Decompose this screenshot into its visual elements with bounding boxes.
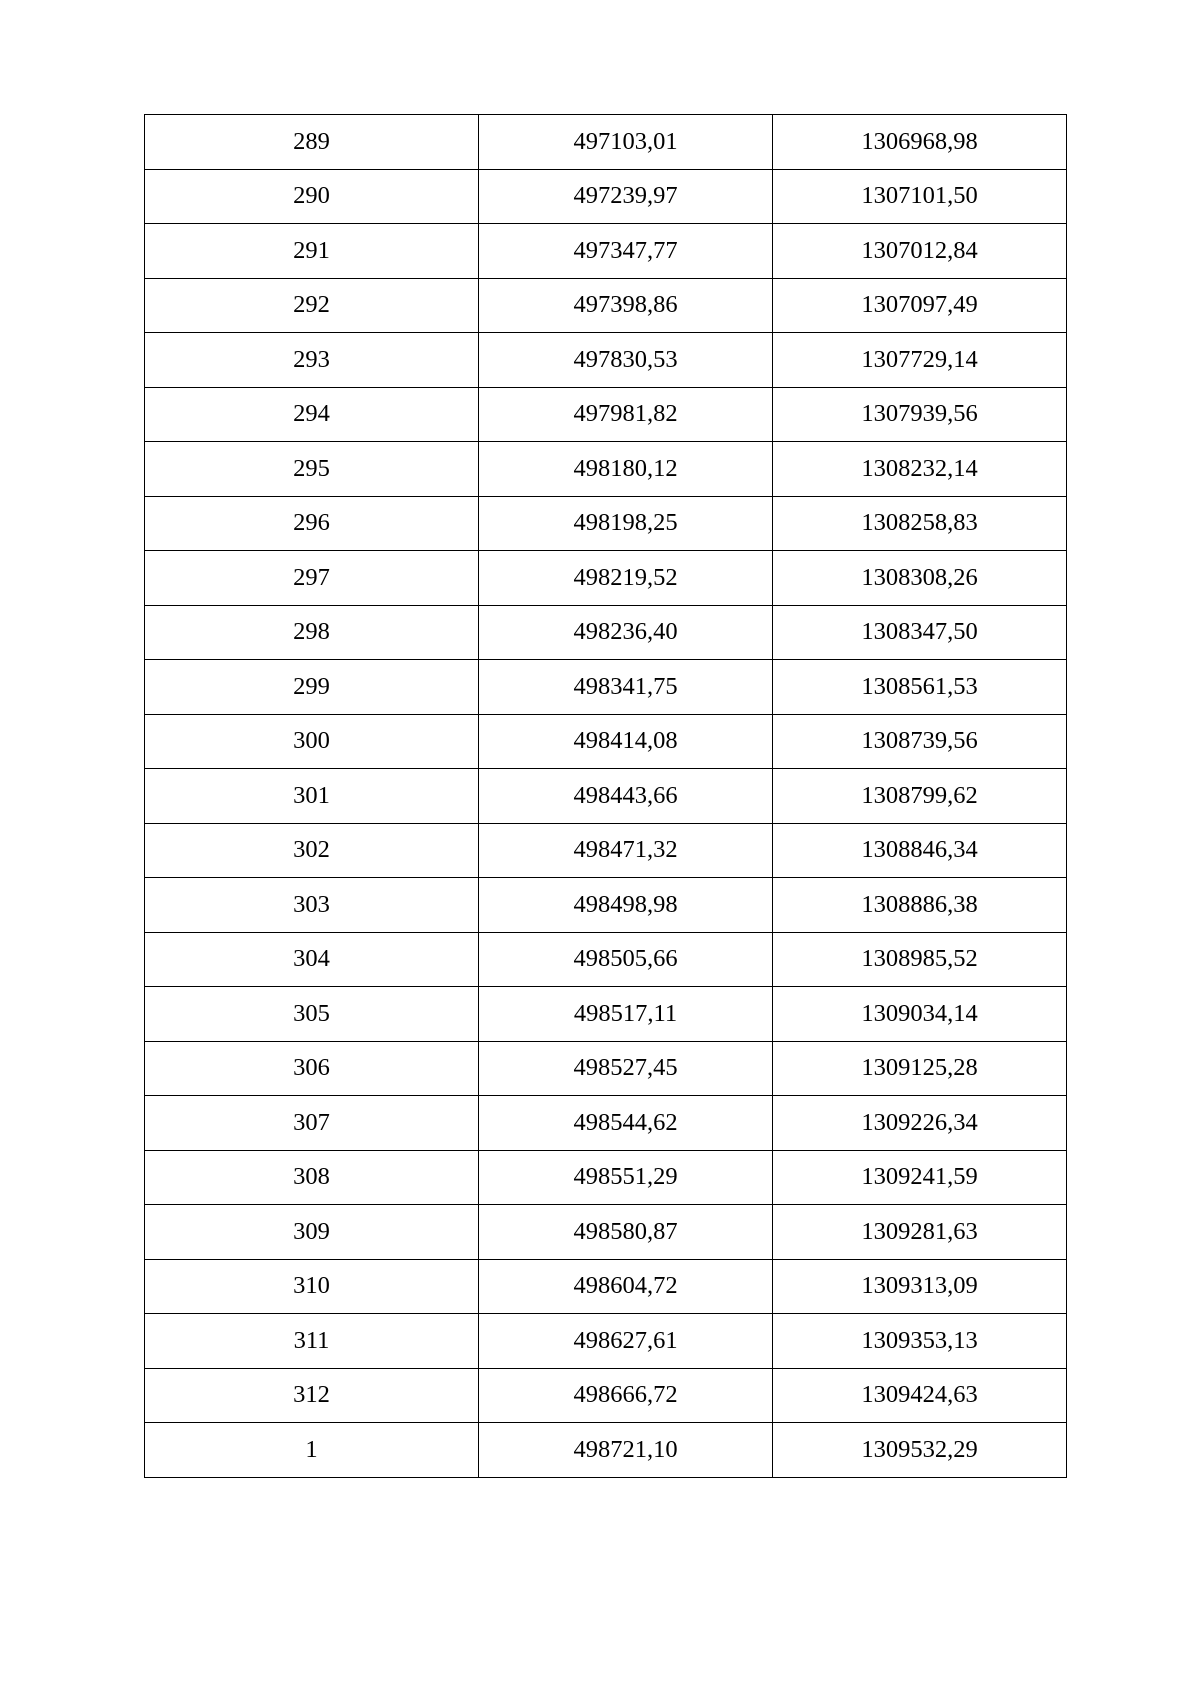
x-coordinate-cell: 498517,11 — [479, 987, 773, 1042]
point-number-cell: 312 — [145, 1368, 479, 1423]
x-coordinate-cell: 497347,77 — [479, 224, 773, 279]
point-number-cell: 309 — [145, 1205, 479, 1260]
point-number-cell: 294 — [145, 387, 479, 442]
y-coordinate-cell: 1309034,14 — [773, 987, 1067, 1042]
point-number-cell: 291 — [145, 224, 479, 279]
x-coordinate-cell: 498580,87 — [479, 1205, 773, 1260]
table-row — [145, 714, 1067, 769]
table-row — [145, 605, 1067, 660]
point-number-cell: 296 — [145, 496, 479, 551]
table-row — [145, 115, 1067, 170]
x-coordinate-cell: 498471,32 — [479, 823, 773, 878]
x-coordinate-cell: 498180,12 — [479, 442, 773, 497]
table-row — [145, 769, 1067, 824]
y-coordinate-cell: 1307101,50 — [773, 169, 1067, 224]
table-row — [145, 932, 1067, 987]
y-coordinate-cell: 1309226,34 — [773, 1096, 1067, 1151]
x-coordinate-cell: 497103,01 — [479, 115, 773, 170]
point-number-cell: 293 — [145, 333, 479, 388]
x-coordinate-cell: 498498,98 — [479, 878, 773, 933]
y-coordinate-cell: 1307012,84 — [773, 224, 1067, 279]
y-coordinate-cell: 1309241,59 — [773, 1150, 1067, 1205]
table-row — [145, 278, 1067, 333]
table-row — [145, 878, 1067, 933]
point-number-cell: 298 — [145, 605, 479, 660]
point-number-cell: 308 — [145, 1150, 479, 1205]
point-number-cell: 290 — [145, 169, 479, 224]
table-row — [145, 224, 1067, 279]
point-number-cell: 311 — [145, 1314, 479, 1369]
y-coordinate-cell: 1309532,29 — [773, 1423, 1067, 1478]
point-number-cell: 297 — [145, 551, 479, 606]
x-coordinate-cell: 498627,61 — [479, 1314, 773, 1369]
y-coordinate-cell: 1309125,28 — [773, 1041, 1067, 1096]
x-coordinate-cell: 498527,45 — [479, 1041, 773, 1096]
x-coordinate-cell: 498551,29 — [479, 1150, 773, 1205]
table-row — [145, 1423, 1067, 1478]
point-number-cell: 306 — [145, 1041, 479, 1096]
table-row — [145, 987, 1067, 1042]
table-row — [145, 823, 1067, 878]
point-number-cell: 1 — [145, 1423, 479, 1478]
table-row — [145, 660, 1067, 715]
table-row — [145, 333, 1067, 388]
table-row — [145, 1150, 1067, 1205]
point-number-cell: 305 — [145, 987, 479, 1042]
table-row — [145, 1041, 1067, 1096]
y-coordinate-cell: 1309353,13 — [773, 1314, 1067, 1369]
x-coordinate-cell: 498236,40 — [479, 605, 773, 660]
y-coordinate-cell: 1308985,52 — [773, 932, 1067, 987]
point-number-cell: 307 — [145, 1096, 479, 1151]
y-coordinate-cell: 1308258,83 — [773, 496, 1067, 551]
table-row — [145, 169, 1067, 224]
point-number-cell: 310 — [145, 1259, 479, 1314]
table-row — [145, 442, 1067, 497]
x-coordinate-cell: 498721,10 — [479, 1423, 773, 1478]
table-row — [145, 1368, 1067, 1423]
x-coordinate-cell: 498666,72 — [479, 1368, 773, 1423]
x-coordinate-cell: 498443,66 — [479, 769, 773, 824]
y-coordinate-cell: 1308347,50 — [773, 605, 1067, 660]
coordinates-table — [144, 114, 1067, 1478]
table-row — [145, 1205, 1067, 1260]
x-coordinate-cell: 498505,66 — [479, 932, 773, 987]
y-coordinate-cell: 1309424,63 — [773, 1368, 1067, 1423]
point-number-cell: 295 — [145, 442, 479, 497]
y-coordinate-cell: 1308886,38 — [773, 878, 1067, 933]
x-coordinate-cell: 497981,82 — [479, 387, 773, 442]
point-number-cell: 299 — [145, 660, 479, 715]
table-row — [145, 1314, 1067, 1369]
table-row — [145, 1096, 1067, 1151]
x-coordinate-cell: 498604,72 — [479, 1259, 773, 1314]
x-coordinate-cell: 497830,53 — [479, 333, 773, 388]
x-coordinate-cell: 498198,25 — [479, 496, 773, 551]
point-number-cell: 292 — [145, 278, 479, 333]
y-coordinate-cell: 1308308,26 — [773, 551, 1067, 606]
table-row — [145, 496, 1067, 551]
y-coordinate-cell: 1308561,53 — [773, 660, 1067, 715]
y-coordinate-cell: 1308739,56 — [773, 714, 1067, 769]
y-coordinate-cell: 1308232,14 — [773, 442, 1067, 497]
point-number-cell: 300 — [145, 714, 479, 769]
point-number-cell: 289 — [145, 115, 479, 170]
x-coordinate-cell: 498414,08 — [479, 714, 773, 769]
y-coordinate-cell: 1307097,49 — [773, 278, 1067, 333]
y-coordinate-cell: 1307729,14 — [773, 333, 1067, 388]
y-coordinate-cell: 1307939,56 — [773, 387, 1067, 442]
coordinates-table-body — [145, 115, 1067, 1478]
point-number-cell: 301 — [145, 769, 479, 824]
y-coordinate-cell: 1309281,63 — [773, 1205, 1067, 1260]
point-number-cell: 304 — [145, 932, 479, 987]
point-number-cell: 303 — [145, 878, 479, 933]
table-row — [145, 1259, 1067, 1314]
point-number-cell: 302 — [145, 823, 479, 878]
y-coordinate-cell: 1308799,62 — [773, 769, 1067, 824]
x-coordinate-cell: 497239,97 — [479, 169, 773, 224]
x-coordinate-cell: 498219,52 — [479, 551, 773, 606]
table-row — [145, 387, 1067, 442]
x-coordinate-cell: 498544,62 — [479, 1096, 773, 1151]
y-coordinate-cell: 1308846,34 — [773, 823, 1067, 878]
y-coordinate-cell: 1309313,09 — [773, 1259, 1067, 1314]
table-row — [145, 551, 1067, 606]
x-coordinate-cell: 497398,86 — [479, 278, 773, 333]
y-coordinate-cell: 1306968,98 — [773, 115, 1067, 170]
x-coordinate-cell: 498341,75 — [479, 660, 773, 715]
